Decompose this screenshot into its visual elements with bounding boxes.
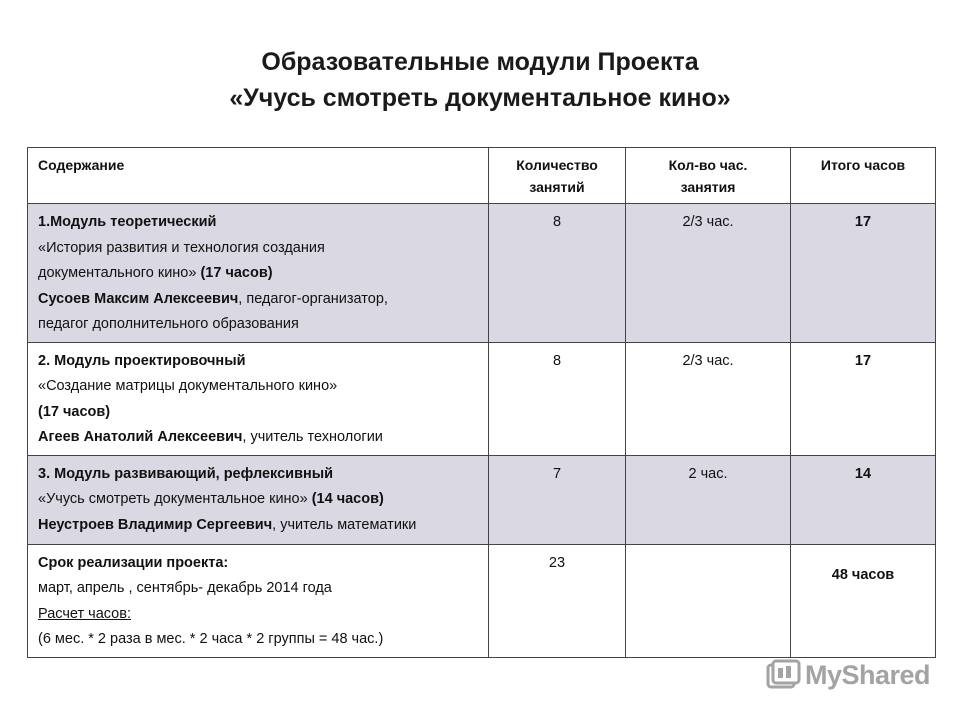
- cell-count: 8: [489, 204, 626, 343]
- summary-total: 48 часов: [791, 544, 936, 657]
- header-hours-line1: Кол-во час.: [668, 157, 748, 173]
- content-line: [38, 374, 478, 400]
- module-content: [28, 342, 489, 455]
- content-line: [38, 462, 478, 488]
- cell-hours: 2 час.: [626, 455, 791, 544]
- table-row: [28, 204, 936, 343]
- content-line: [38, 312, 478, 338]
- content-line: [38, 261, 478, 287]
- table-row: [28, 455, 936, 544]
- header-hours: [626, 148, 791, 204]
- cell-hours: 2/3 час.: [626, 342, 791, 455]
- plain-text: «История развития и технология создания: [38, 239, 325, 256]
- myshared-logo-icon: [765, 657, 801, 693]
- bold-text: (14 часов): [311, 491, 384, 507]
- content-line: [38, 287, 478, 313]
- table-row: [28, 342, 936, 455]
- header-content: Содержание: [28, 148, 489, 204]
- cell-total: 14: [791, 455, 936, 544]
- watermark-logo: [765, 655, 930, 695]
- modules-table: [27, 147, 936, 658]
- cell-total: 17: [791, 342, 936, 455]
- summary-term-label: Срок реализации проекта:: [38, 554, 229, 571]
- header-count-line1: Количество: [516, 157, 598, 173]
- plain-text: «Учусь смотреть документальное кино»: [38, 491, 312, 507]
- header-total: Итого часов: [791, 148, 936, 204]
- content-line: [38, 513, 478, 539]
- summary-content: [28, 544, 489, 657]
- header-row: [28, 148, 936, 204]
- summary-count: 23: [489, 544, 626, 657]
- cell-hours: 2/3 час.: [626, 204, 791, 343]
- plain-text: документального кино»: [38, 265, 201, 281]
- bold-text: 1.Модуль теоретический: [38, 214, 217, 230]
- title-line-2: «Учусь смотреть документальное кино»: [229, 84, 731, 112]
- plain-text: педагог дополнительного образования: [38, 316, 299, 332]
- cell-total: 17: [791, 204, 936, 343]
- content-line: [38, 210, 478, 236]
- content-line: [38, 487, 478, 513]
- cell-count: 8: [489, 342, 626, 455]
- title-line-1: Образовательные модули Проекта: [261, 48, 699, 76]
- content-line: [38, 400, 478, 426]
- plain-text: , педагог-организатор,: [238, 290, 388, 307]
- bold-text: 2. Модуль проектировочный: [38, 352, 246, 369]
- summary-calc-formula: (6 мес. * 2 раза в мес. * 2 часа * 2 группы = 48 час.): [38, 631, 384, 647]
- content-line: [38, 425, 478, 451]
- bold-text: Неустроев Владимир Сергеевич: [38, 516, 273, 533]
- plain-text: «Создание матрицы документального кино»: [38, 378, 338, 394]
- module-content: [28, 204, 489, 343]
- content-line: [38, 349, 478, 375]
- module-content: [28, 455, 489, 544]
- bold-text: (17 часов): [200, 265, 273, 281]
- cell-count: 7: [489, 455, 626, 544]
- watermark-text: MyShared: [805, 659, 931, 690]
- plain-text: , учитель технологии: [242, 429, 383, 445]
- summary-calc-label: Расчет часов:: [38, 605, 131, 622]
- bold-text: (17 часов): [38, 403, 111, 420]
- page-title: [0, 44, 960, 116]
- summary-row: [28, 544, 936, 657]
- bold-text: Сусоев Максим Алексеевич: [38, 290, 239, 307]
- summary-hours: [626, 544, 791, 657]
- header-hours-line2: занятия: [680, 179, 736, 195]
- bold-text: 3. Модуль развивающий, рефлексивный: [38, 465, 334, 482]
- bold-text: Агеев Анатолий Алексеевич: [38, 429, 243, 445]
- content-line: [38, 236, 478, 262]
- header-count: [489, 148, 626, 204]
- header-count-line2: занятий: [529, 179, 585, 195]
- summary-period: март, апрель , сентябрь- декабрь 2014 года: [38, 580, 332, 596]
- plain-text: , учитель математики: [272, 516, 417, 533]
